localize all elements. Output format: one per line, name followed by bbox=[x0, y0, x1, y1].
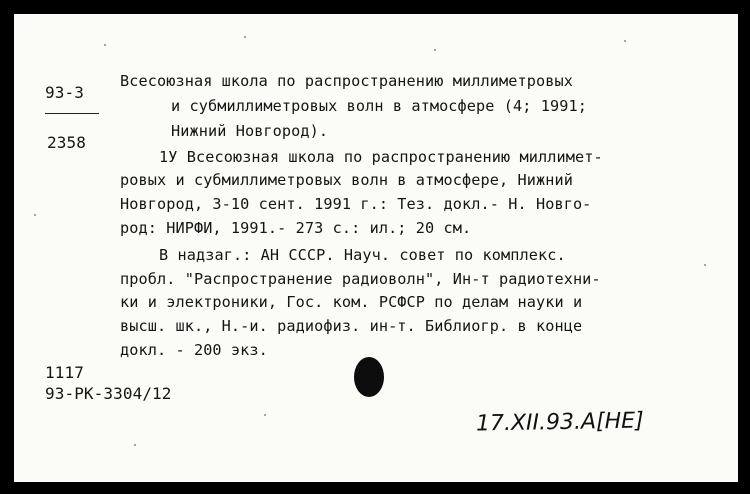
handwritten-note: 17.XII.93.A[НЕ] bbox=[475, 408, 644, 437]
scan-speck bbox=[264, 414, 266, 416]
body-line: пробл. "Распространение радиоволн", Ин-т радиотехни- bbox=[120, 270, 601, 288]
scan-speck bbox=[34, 214, 36, 216]
body-line: Новгород, 3-10 сент. 1991 г.: Тез. докл.- Н. Новго- bbox=[120, 195, 592, 213]
footer-number: 1117 bbox=[45, 363, 84, 382]
body-line: ровых и субмиллиметровых волн в атмосфере, Нижний bbox=[120, 171, 573, 189]
catalog-card bbox=[14, 14, 738, 482]
footer-code: 93-РК-3304/12 bbox=[45, 384, 172, 403]
inventory-number: 2358 bbox=[47, 133, 86, 152]
call-number-rule bbox=[45, 113, 99, 114]
body-line: 1У Всесоюзная школа по распространению миллимет- bbox=[159, 148, 603, 166]
heading-line: Всесоюзная школа по распространению миллиметровых bbox=[120, 72, 573, 90]
scan-speck bbox=[624, 40, 626, 42]
body-line: высш. шк., Н.-и. радиофиз. ин-т. Библиогр. в конце bbox=[120, 317, 583, 335]
scan-speck bbox=[134, 444, 136, 446]
body-line: род: НИРФИ, 1991.- 273 с.: ил.; 20 см. bbox=[120, 219, 472, 237]
body-line: ки и электроники, Гос. ком. РСФСР по делам науки и bbox=[120, 293, 583, 311]
call-number: 93-3 bbox=[45, 83, 84, 102]
punch-hole bbox=[354, 357, 384, 397]
scan-speck bbox=[244, 36, 246, 38]
heading-line: Нижний Новгород). bbox=[171, 122, 329, 140]
scan-speck bbox=[704, 264, 706, 266]
scan-speck bbox=[434, 49, 436, 51]
scan-speck bbox=[104, 44, 106, 46]
heading-line: и субмиллиметровых волн в атмосфере (4; 1991; bbox=[171, 97, 587, 115]
body-line: докл. - 200 экз. bbox=[120, 341, 268, 359]
body-line: В надзаг.: АН СССР. Науч. совет по комплекс. bbox=[159, 246, 566, 264]
